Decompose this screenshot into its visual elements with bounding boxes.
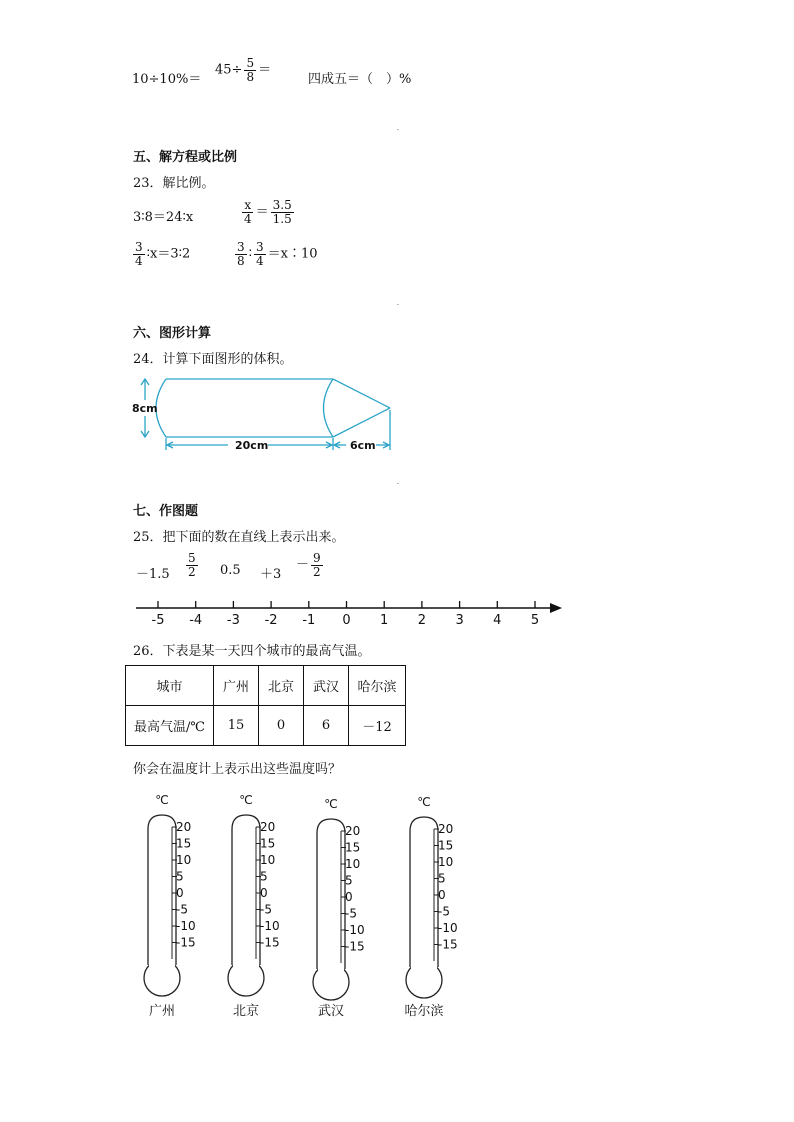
number-line-tick-label: -1 — [302, 613, 316, 628]
equation-3 — [131, 241, 190, 267]
scan-dot — [397, 129, 399, 130]
number-2-denominator: 2 — [188, 564, 196, 579]
scale-label: -15 — [345, 939, 365, 954]
table-cell: 最高气温/℃ — [126, 706, 214, 746]
scale-label: 5 — [260, 869, 268, 884]
scale-label: -15 — [438, 937, 458, 952]
scale-label: 15 — [176, 836, 192, 851]
table-cell: 0 — [259, 706, 304, 746]
equation-4-a-numerator: 3 — [237, 240, 245, 254]
scale-label: 10 — [345, 857, 361, 871]
thermometer-city-label: 武汉 — [317, 1004, 345, 1019]
number-line-tick-label: 4 — [493, 613, 502, 628]
scale-label: 10 — [260, 853, 276, 867]
scale-label: 20 — [345, 824, 361, 838]
section-7-title: 七、作图题 — [133, 504, 199, 519]
equation-1: 3∶8＝24∶x — [133, 210, 194, 225]
scale-label: -10 — [345, 923, 365, 937]
top-row — [132, 68, 201, 87]
expr-2-suffix: ＝ — [258, 62, 272, 78]
scan-dot — [397, 304, 399, 305]
table-header-cell: 城市 — [126, 666, 214, 706]
table-header-row — [126, 666, 406, 706]
number-line-tick-label: -3 — [226, 613, 240, 628]
thermometer-city-label: 哈尔滨 — [404, 1004, 444, 1019]
thermometer-city-label: 广州 — [148, 1004, 176, 1019]
equation-2-left-numerator: x — [244, 198, 252, 212]
number-line-tick-label: 0 — [342, 613, 351, 628]
expr-2-prefix: 45÷ — [215, 62, 243, 78]
thermometer-question: 你会在温度计上表示出这些温度吗？ — [133, 762, 342, 777]
scale-label: -10 — [438, 921, 458, 935]
scale-label: -5 — [345, 906, 357, 921]
scale-label: -10 — [260, 919, 280, 933]
number-2 — [184, 552, 200, 578]
scale-label: 10 — [438, 855, 454, 869]
number-line-tick-label: -5 — [151, 613, 165, 628]
scale-label: 5 — [438, 871, 446, 886]
table-header-cell: 哈尔滨 — [349, 666, 406, 706]
scale-label: 0 — [176, 886, 184, 900]
equation-4-fraction-b — [254, 241, 266, 267]
equation-3-numerator: 3 — [135, 240, 143, 254]
equation-4-rest: ＝x∶10 — [267, 246, 318, 262]
bulb-joint — [318, 963, 344, 973]
scale-label: 15 — [260, 836, 276, 851]
equation-4-fraction-a — [235, 241, 247, 267]
cylinder-length-label: 20cm — [235, 439, 269, 452]
equation-3-fraction — [133, 241, 145, 267]
expr-3: 四成五＝（ ）% — [308, 72, 412, 87]
scale-label: 20 — [176, 820, 192, 834]
table-cell: 6 — [304, 706, 349, 746]
scale-label: 15 — [345, 840, 361, 855]
number-4: ＋3 — [260, 567, 282, 582]
scale-label: -5 — [438, 904, 450, 919]
celsius-unit-label: ℃ — [155, 793, 169, 807]
equation-2-right-denominator: 1.5 — [272, 211, 292, 226]
cone-upper-edge — [333, 379, 390, 408]
equation-4-colon: ∶ — [248, 246, 253, 262]
number-3: 0.5 — [220, 563, 241, 578]
scale-label: -15 — [260, 935, 280, 950]
equation-4-a-denominator: 8 — [237, 253, 245, 268]
number-line-ticks — [152, 601, 540, 628]
equation-2-equals: ＝ — [255, 204, 269, 220]
expr-2-numerator: 5 — [246, 56, 255, 70]
number-5-sign: － — [296, 557, 310, 573]
cone-lower-edge — [333, 408, 390, 437]
temperature-table — [125, 665, 406, 746]
equation-2-right-fraction — [271, 199, 294, 225]
number-2-fraction — [186, 552, 198, 578]
cylinder-right-arc — [324, 379, 334, 437]
table-row — [126, 706, 406, 746]
thermometer[interactable] — [228, 793, 280, 1019]
number-line[interactable] — [130, 595, 570, 630]
scale-label: 20 — [260, 820, 276, 834]
equation-2-left-denominator: 4 — [244, 211, 252, 226]
scale-label: -10 — [176, 919, 196, 933]
scale-label: 5 — [176, 869, 184, 884]
equation-4-b-denominator: 4 — [256, 253, 264, 268]
equation-3-denominator: 4 — [135, 253, 143, 268]
bulb-joint — [411, 961, 437, 971]
number-5-denominator: 2 — [313, 564, 321, 579]
scale-label: -15 — [176, 935, 196, 950]
number-line-tick-label: -4 — [189, 613, 203, 628]
number-5 — [296, 552, 325, 578]
number-line-tick-label: 2 — [417, 613, 427, 628]
table-header-cell: 北京 — [259, 666, 304, 706]
question-24-label: 24．计算下面图形的体积。 — [133, 352, 293, 367]
number-2-numerator: 5 — [188, 551, 196, 565]
thermometer-city-label: 北京 — [232, 1004, 260, 1019]
thermometers[interactable] — [130, 790, 470, 1025]
equation-3-rest: ∶x＝3∶2 — [146, 246, 191, 262]
scale-label: -5 — [176, 902, 188, 917]
section-5-title: 五、解方程或比例 — [133, 150, 238, 165]
scale-label: 0 — [438, 888, 446, 902]
number-line-arrow — [550, 603, 562, 613]
table-header-cell: 武汉 — [304, 666, 349, 706]
expr-2-fraction — [244, 57, 256, 83]
celsius-unit-label: ℃ — [417, 795, 431, 809]
question-25-label: 25．把下面的数在直线上表示出来。 — [133, 530, 345, 545]
table-header-cell: 广州 — [214, 666, 259, 706]
scale-label: -5 — [260, 902, 272, 917]
equation-2-left-fraction — [242, 199, 254, 225]
number-5-numerator: 9 — [313, 551, 321, 565]
cylinder-cone-figure — [128, 370, 398, 455]
cone-length-label: 6cm — [350, 439, 376, 452]
equation-4-b-numerator: 3 — [256, 240, 264, 254]
question-23-label: 23．解比例。 — [133, 176, 215, 191]
bulb-joint — [233, 959, 259, 969]
celsius-unit-label: ℃ — [324, 797, 338, 811]
height-dim-label: 8cm — [132, 402, 158, 415]
scan-dot — [397, 483, 399, 484]
number-line-tick-label: 3 — [455, 613, 464, 628]
scale-label: 0 — [345, 890, 353, 904]
equation-2-right-numerator: 3.5 — [272, 198, 292, 212]
number-line-tick-label: -2 — [264, 613, 278, 628]
expr-2 — [215, 57, 271, 83]
expr-1: 10÷10%＝ — [132, 72, 202, 87]
scale-label: 20 — [438, 822, 454, 836]
number-line-tick-label: 1 — [380, 613, 389, 628]
thermometer[interactable] — [404, 795, 457, 1019]
table-cell: 15 — [214, 706, 259, 746]
scale-label: 0 — [260, 886, 268, 900]
equation-2 — [240, 199, 296, 225]
table-cell: －12 — [349, 706, 406, 746]
number-5-fraction — [311, 552, 323, 578]
scale-label: 15 — [438, 838, 454, 853]
section-6-title: 六、图形计算 — [133, 326, 212, 341]
bulb-joint — [149, 959, 175, 969]
scale-label: 10 — [176, 853, 192, 867]
expr-2-denominator: 8 — [246, 69, 255, 84]
celsius-unit-label: ℃ — [239, 793, 253, 807]
thermometer[interactable] — [313, 797, 365, 1019]
number-1: －1.5 — [136, 567, 170, 582]
thermometer[interactable] — [144, 793, 196, 1019]
question-26-label: 26．下表是某一天四个城市的最高气温。 — [133, 644, 371, 659]
number-line-tick-label: 5 — [530, 613, 540, 628]
scale-label: 5 — [345, 873, 353, 888]
equation-4 — [233, 241, 318, 267]
